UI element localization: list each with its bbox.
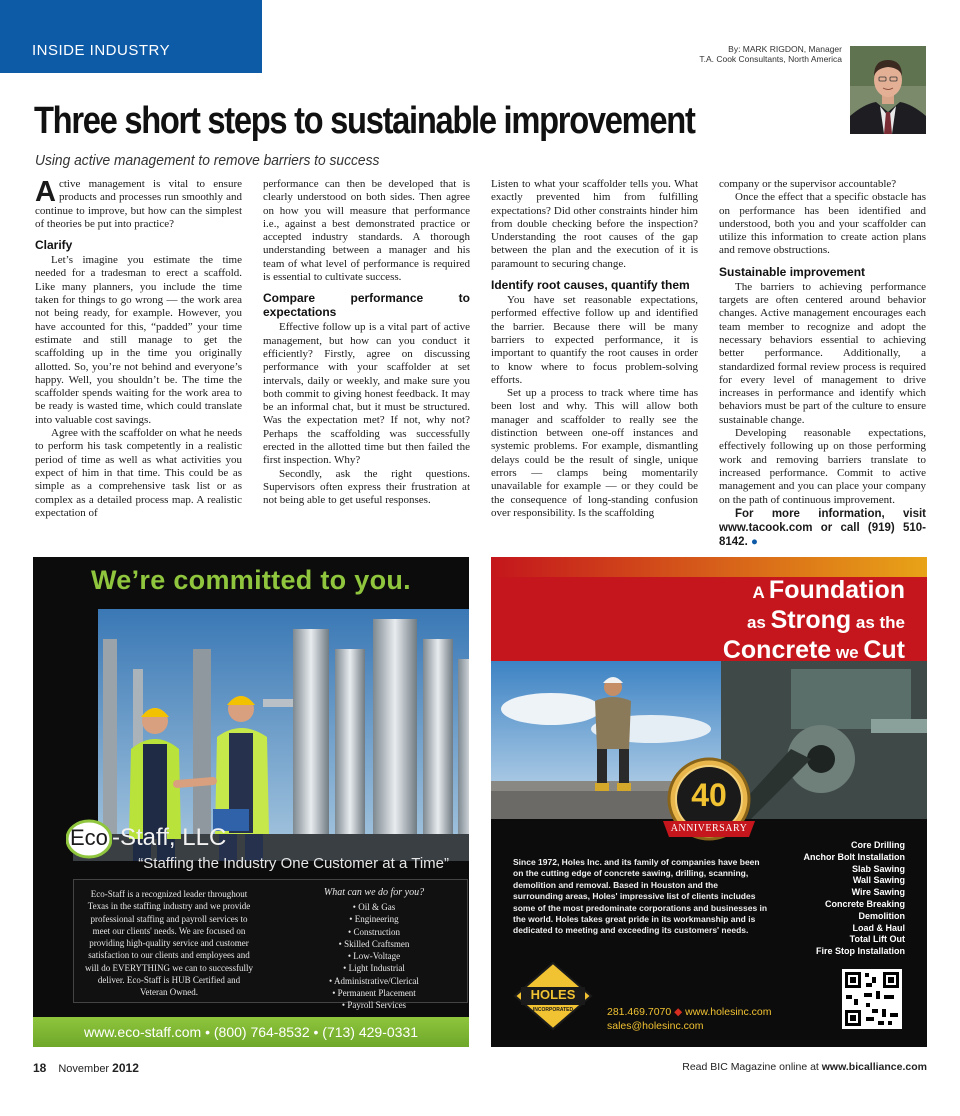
subhead: Using active management to remove barriers to success (35, 152, 380, 169)
paragraph: performance can then be developed that is clearly understood on both sides. Then agree on how you will measure that performance i.e., against a best demonstrated practice or accepted industry standards. A thorough understanding between a manager and his team of what level of performance is required is essential to cultivate success. (263, 178, 470, 284)
call-to-action[interactable]: For more information, visit www.tacook.com or call (919) 510-8142. ● (719, 507, 926, 548)
article-column-2 (263, 178, 470, 550)
read-online-text: Read BIC Magazine online at (682, 1061, 819, 1073)
service-item: • Permanent Placement (332, 988, 416, 999)
service-item: Fire Stop Installation (815, 946, 905, 957)
heading-sustainable: Sustainable improvement (719, 264, 866, 279)
logo-eco: Eco (70, 825, 108, 850)
heading-identify: Identify root causes, quantify them (491, 278, 690, 293)
paragraph: Let’s imagine you estimate the time needed for a tradesman to erect a scaffold. Like many planners, you include the time taken for things to go wrong — the work area not being ready, for example. However, you have accounted for this, “padded” your time estimate and still manage to get the scaffolding up in the time you originally allotted. So, you’re not behind and everyone’s happy. Well, you shouldn’t be. The time the scaffolder spends waiting for the work area to be ready is wasted time, which could translate into valuable cost savings. (35, 254, 242, 426)
ad-slogan: “Staffing the Industry One Customer at a Time” (138, 855, 449, 872)
article-column-3 (491, 178, 698, 550)
ad-tagline: We’re committed to you. (91, 565, 411, 595)
paragraph: Effective follow up is a vital part of active management, but how can you conduct it efficiently? Firstly, agree on discussing performance with your scaffolder at set intervals, daily or weekly, and make sure you both commit to giving honest feedback. It may be an informal chat, but it must be structured. Was the expectation met? If not, why not? Perhaps the scaffolding was successfully erected in the allotted time but then failed the first inspection. Why? (263, 321, 470, 467)
service-item: • Construction (348, 926, 400, 937)
section-tab (0, 0, 262, 73)
headline: Three short steps to sustainable improvement (34, 100, 695, 142)
services-list (803, 840, 905, 958)
bullet-dot-icon: ● (750, 535, 758, 548)
badge-number: 40 (691, 777, 727, 813)
eco-staff-logo (66, 819, 466, 859)
service-item: Concrete Breaking (824, 898, 905, 909)
service-item: • Oil & Gas (352, 902, 396, 912)
service-item: • Engineering (349, 914, 399, 925)
logo-staff: -Staff, LLC (112, 824, 227, 851)
service-item: • Low-Voltage (347, 951, 401, 962)
issue-month: November (58, 1063, 110, 1075)
paragraph: The barriers to achieving performance targets are often centered around behavior changes. Active management encourages each team member to recognize and adopt the necessary behaviors essential to achieving better performance. Additionally, a standardized formal review process is required for every level of management to drive increases in performance and identify which behaviors must be part of the culture to ensure sustainable change. (719, 280, 926, 426)
badge-text: ANNIVERSARY (670, 823, 748, 834)
services-title: What can we do for you? (323, 887, 425, 898)
paragraph: Agree with the scaffolder on what he needs to perform his task competently in a realistic period of time as well as what activities you expect of him in that time. This could be as simple as a comprehensive task list or as complex as a detailed process map. A realistic expectation of (35, 427, 242, 519)
anniversary-badge (659, 755, 759, 851)
service-item: Wire Sawing (851, 887, 905, 898)
ad-description: Eco-Staff is a recognized leader throughout Texas in the staffing industry and we provide professional staffing and payroll services to meet our clients' needs. We are focused on providing high-quality service and customer satisfaction to our clients and employees and will do EVERYTHING we can to successfully deliver. Eco-Staff is HUB Certified and Veteran Owned. (85, 889, 253, 998)
service-item: Wall Sawing (852, 875, 905, 886)
section-label: INSIDE INDUSTRY (32, 42, 171, 59)
page-number: 18 (33, 1061, 47, 1075)
ad-description: Since 1972, Holes Inc. and its family of companies have been on the cutting edge of concrete sawing, drilling, scanning, demolition and removal. Based in Houston and the surrounding areas, Holes' impressive list of clients includes some of the most predominate corporations and businesses in the world. Holes takes great pride in its workmanship and is dedicated to meeting and exceeding its customers' needs. (513, 857, 768, 936)
email-link[interactable]: sales@holesinc.com (607, 1019, 704, 1032)
service-item: • Administrative/Clerical (329, 975, 419, 986)
article-column-4 (719, 178, 926, 550)
heading-compare: Compare performance to expectations (263, 291, 470, 320)
eco-staff-ad[interactable] (33, 557, 469, 1047)
diamond-icon: ◆ (674, 1006, 683, 1018)
byline (699, 44, 842, 64)
services-list (289, 901, 459, 1012)
ad-contact[interactable] (607, 1006, 772, 1033)
article-column-1 (35, 178, 242, 550)
holes-logo: HOLES INCORPORATED (513, 961, 593, 1031)
paragraph: company or the supervisor accountable? (719, 178, 897, 190)
service-item: Demolition (858, 910, 905, 921)
paragraph: Listen to what your scaffolder tells you. What exactly prevented him from fulfilling expectations? Did other constraints hinder him from double checking before the inspection? Understanding the root causes of the gap between the plan and the execution of it is paramount to securing change. (491, 178, 698, 270)
ad-contact-bar[interactable]: www.eco-staff.com • (800) 764-8532 • (713) 429-0331 (33, 1017, 469, 1047)
service-item: Core Drilling (850, 840, 905, 850)
page-footer-left (33, 1061, 151, 1075)
drop-cap: A (35, 178, 56, 208)
service-item: • Skilled Craftsmen (338, 938, 410, 949)
page-footer-right (682, 1061, 927, 1073)
service-item: Total Lift Out (849, 934, 905, 945)
service-item: • Light Industrial (343, 963, 405, 974)
byline-affiliation: T.A. Cook Consultants, North America (699, 54, 842, 64)
website-link[interactable]: www.holesinc.com (685, 1006, 772, 1018)
site-link[interactable]: www.bicalliance.com (821, 1061, 927, 1073)
paragraph: You have set reasonable expectations, performed effective follow up and identified the barrier. Because there will be many barriers to expected performance, it is important to quantify the root causes in order to know where to focus problem-solving efforts. (491, 294, 698, 386)
paragraph: Once the effect that a specific obstacle has on performance has been identified and understood, both you and your scaffolder can utilize this information to create action plans and remove obstructions. (719, 191, 926, 257)
ad-headline: A Foundation as Strong as the Concrete we Cut (722, 576, 905, 664)
intro-paragraph: Active management is vital to ensure products and processes run smoothly and continue to improve, but how can the simplest of theories be put into practice? (35, 178, 242, 230)
issue-year: 2012 (112, 1061, 139, 1075)
byline-author: By: MARK RIGDON, Manager (728, 44, 842, 54)
paragraph: Secondly, ask the right questions. Supervisors often express their frustration at not being able to get useful responses. (263, 467, 470, 507)
service-item: Load & Haul (852, 922, 905, 933)
ad-banner-stripe (491, 557, 927, 577)
service-item: • Payroll Services (341, 1000, 407, 1011)
phone[interactable]: 281.469.7070 (607, 1006, 672, 1018)
author-photo (850, 46, 926, 134)
service-item: Anchor Bolt Installation (803, 851, 905, 862)
qr-code-icon[interactable] (842, 969, 902, 1029)
paragraph: Set up a process to track where time has been lost and why. This will allow both manager and scaffolder to really see the distinction between one-off instances and systemic problems. For example, dismantling delays could be the result of single, unique errors — clamps being momentarily unavailable for example — or they could be the consequence of long-standing confusion over responsibility. Is the scaffolding (491, 387, 698, 519)
holes-ad[interactable] (491, 557, 927, 1047)
ad-info-box (73, 879, 468, 1011)
heading-clarify: Clarify (35, 238, 73, 253)
service-item: Slab Sawing (851, 863, 905, 874)
paragraph: Developing reasonable expectations, effectively following up on those performing work and removing barriers translate to increased performance. Commit to active management and you can place your company on the path of continuous improvement. (719, 427, 926, 506)
